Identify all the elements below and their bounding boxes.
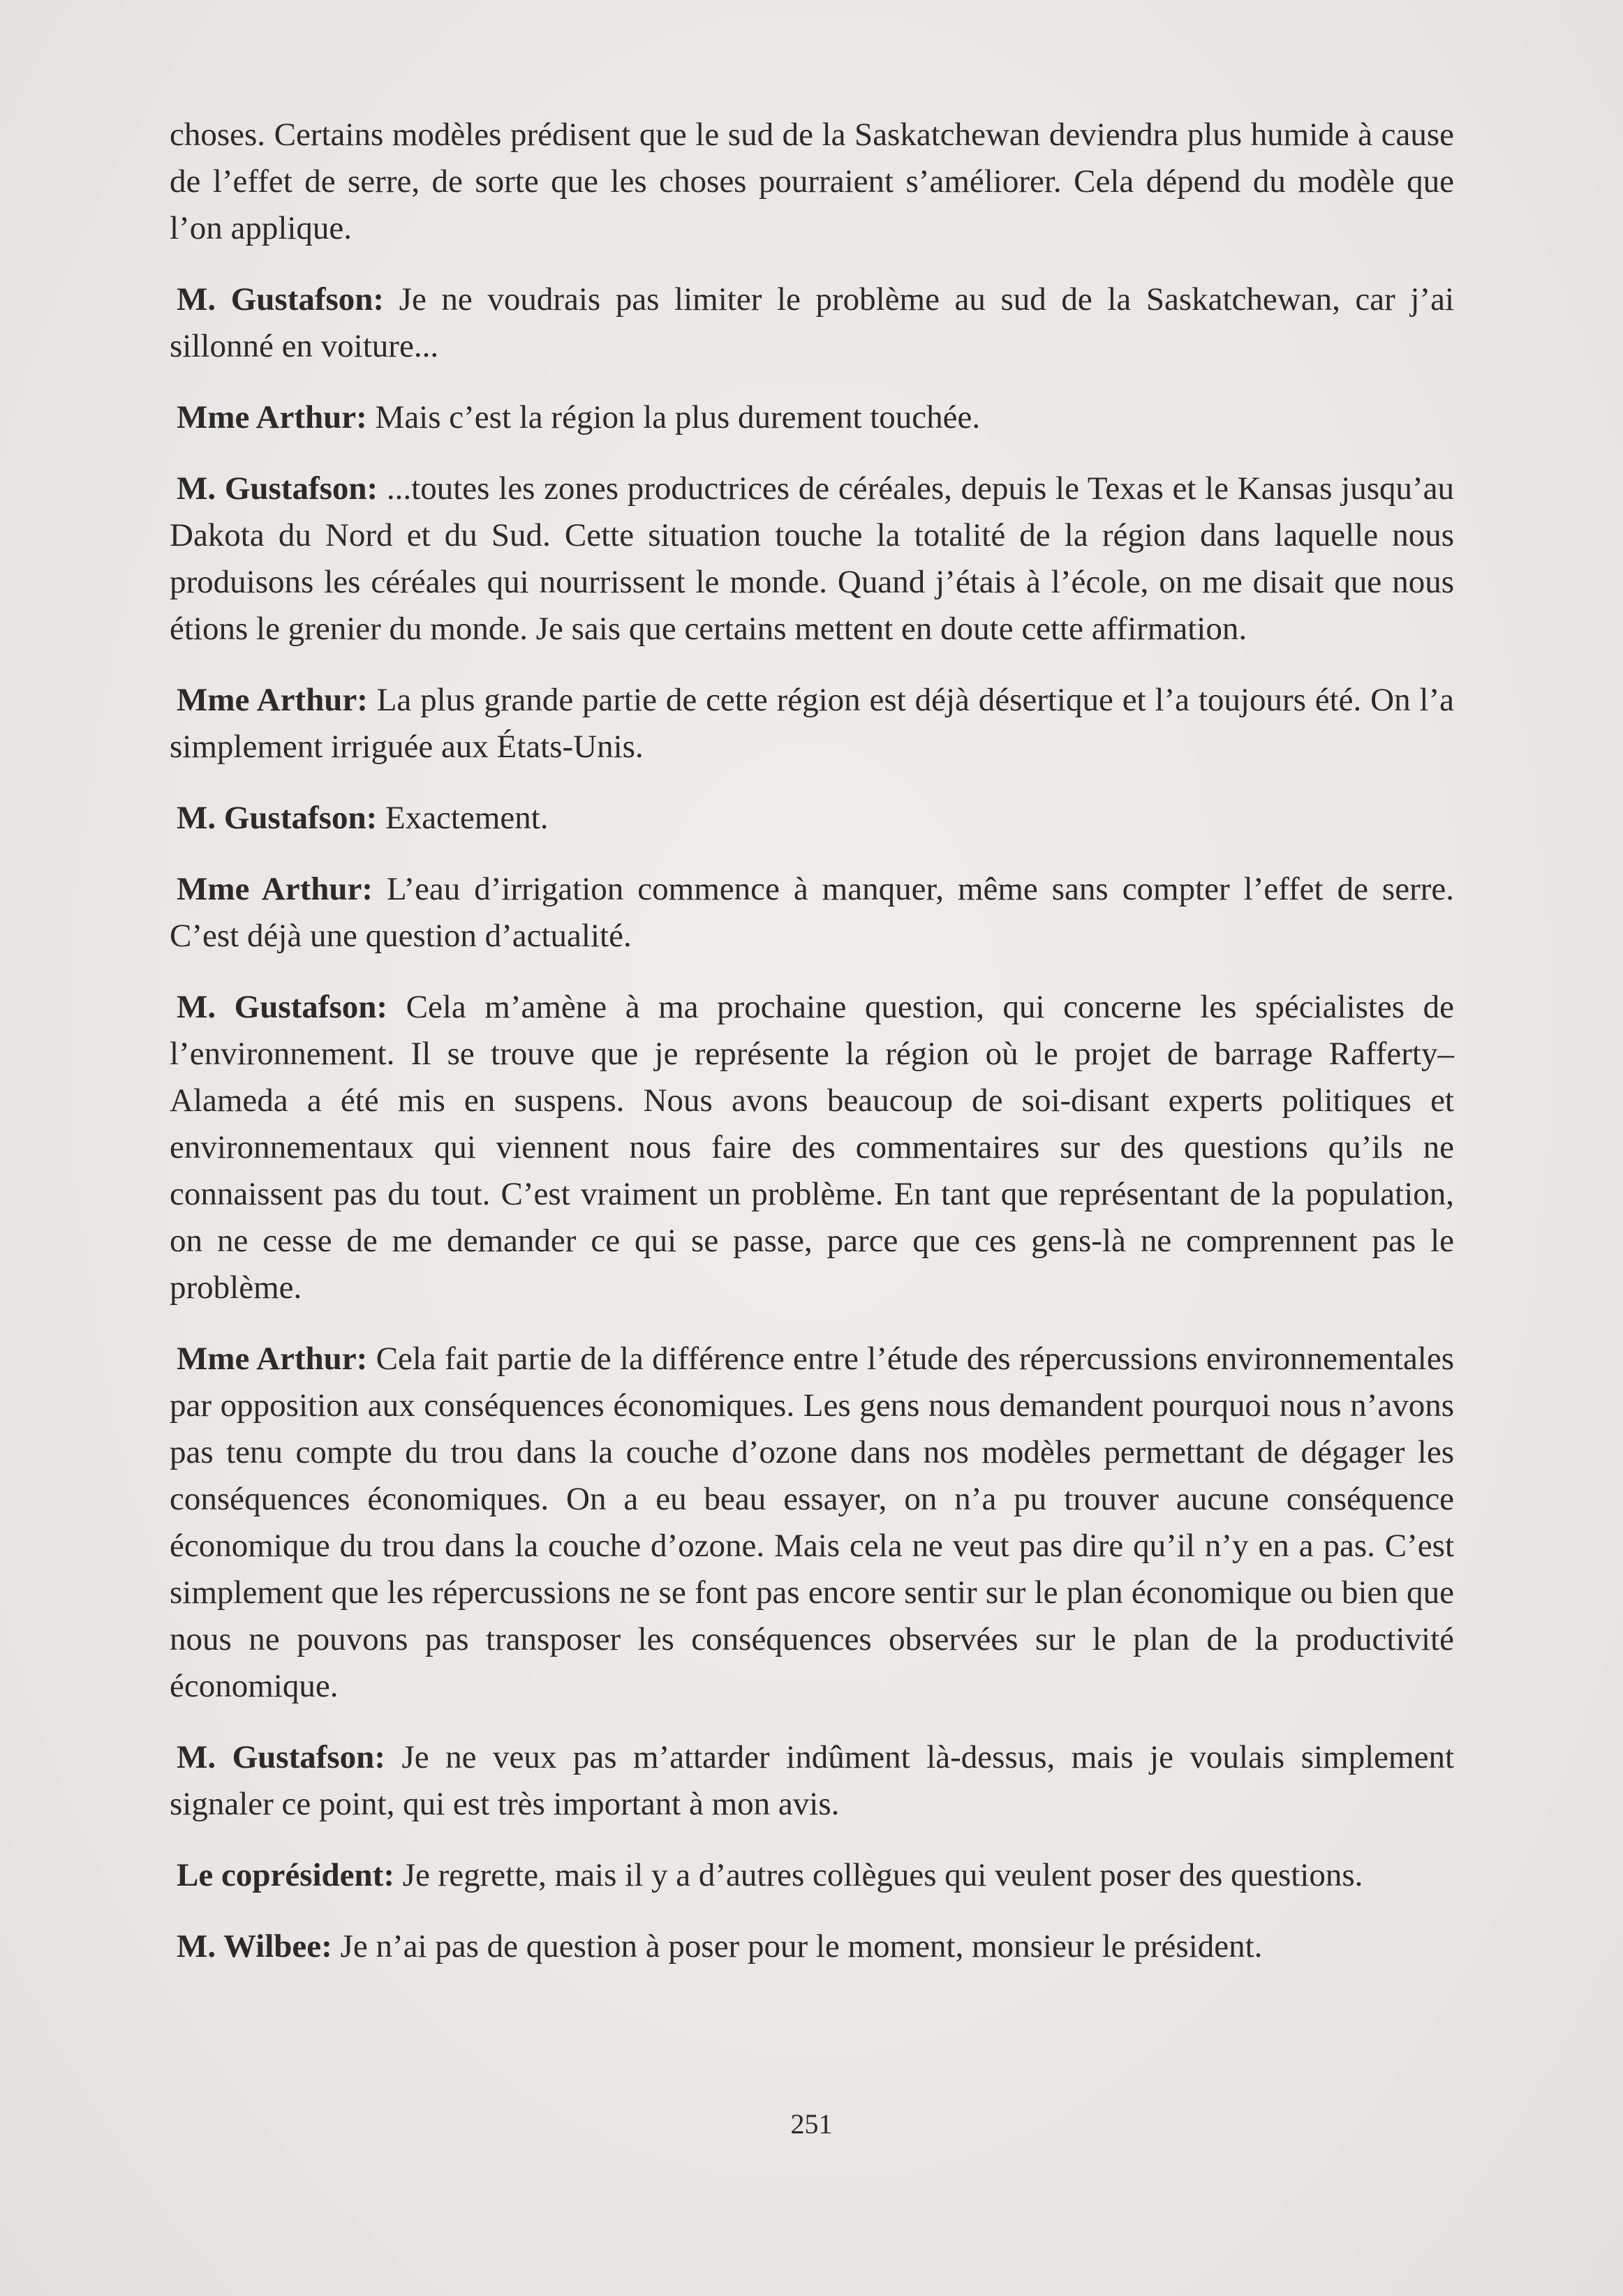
speech-paragraph — [170, 677, 1454, 770]
speech-text: L’eau d’irrigation commence à manquer, même sans compter l’effet de serre. C’est déjà une question d’actualité. — [170, 871, 1454, 954]
speaker-name: M. Wilbee: — [177, 1928, 332, 1965]
speaker-name: Mme Arthur: — [177, 871, 373, 907]
paragraph-text: choses. Certains modèles prédisent que le sud de la Saskatchewan deviendra plus humide à cause de l’effet de serre, de sorte que les choses pourraient s’améliorer. Cela dépend du modèle que l’on applique. — [170, 117, 1454, 246]
transcript-body — [170, 112, 1454, 1995]
speaker-name: M. Gustafson: — [177, 800, 378, 836]
speech-text: Cela m’amène à ma prochaine question, qui concerne les spécialistes de l’environnement. Il se trouve que je représente la région où le projet de barrage Rafferty–Alameda a été mis en suspens. Nous avons beaucoup de soi-disant experts politiques et environnementaux qui viennent nous faire des commentaires sur des questions qu’ils ne connaissent pas du tout. C’est vraiment un problème. En tant que représentant de la population, on ne cesse de me demander ce qui se passe, parce que ces gens-là ne comprennent pas le problème. — [170, 989, 1455, 1306]
speaker-name: Le coprésident: — [177, 1857, 394, 1893]
speech-paragraph — [170, 984, 1454, 1311]
speech-text: La plus grande partie de cette région est déjà désertique et l’a toujours été. On l’a simplement irriguée aux États-Unis. — [170, 682, 1454, 765]
speaker-name: M. Gustafson: — [177, 989, 388, 1025]
page-number: 251 — [790, 2108, 833, 2140]
speech-paragraph — [170, 465, 1454, 653]
speech-text: Je ne voudrais pas limiter le problème au sud de la Saskatchewan, car j’ai sillonné en voiture... — [170, 281, 1455, 364]
speaker-name: Mme Arthur: — [177, 1341, 368, 1377]
speech-paragraph — [170, 1852, 1454, 1899]
speech-paragraph — [170, 276, 1454, 370]
speech-text: Exactement. — [385, 800, 549, 836]
speech-paragraph — [170, 795, 1454, 842]
speech-paragraph — [170, 1734, 1454, 1828]
speech-text: Je ne veux pas m’attarder indûment là-dessus, mais je voulais simplement signaler ce point, qui est très important à mon avis. — [170, 1739, 1454, 1822]
speech-text: Cela fait partie de la différence entre l’étude des répercussions environnementales par opposition aux conséquences économiques. Les gens nous demandent pourquoi nous n’avons pas tenu compte du trou dans la couche d’ozone dans nos modèles permettant de dégager les conséquences économiques. On a eu beau essayer, on n’a pu trouver aucune conséquence économique du trou dans la couche d’ozone. Mais cela ne veut pas dire qu’il n’y en a pas. C’est simplement que les répercussions ne se font pas encore sentir sur le plan économique ou bien que nous ne pouvons pas transposer les conséquences observées sur le plan de la productivité économique. — [170, 1341, 1455, 1704]
speaker-name: M. Gustafson: — [177, 281, 385, 318]
speech-text: Je regrette, mais il y a d’autres collègues qui veulent poser des questions. — [402, 1857, 1363, 1893]
speech-paragraph — [170, 1923, 1454, 1970]
speaker-name: M. Gustafson: — [177, 1739, 385, 1775]
speaker-name: M. Gustafson: — [177, 470, 378, 507]
speech-paragraph — [170, 866, 1454, 960]
speaker-name: Mme Arthur: — [177, 682, 368, 718]
speech-paragraph — [170, 1336, 1454, 1710]
speech-paragraph — [170, 394, 1454, 441]
speech-text: Mais c’est la région la plus durement touchée. — [375, 399, 981, 435]
speech-text: ...toutes les zones productrices de céréales, depuis le Texas et le Kansas jusqu’au Dakota du Nord et du Sud. Cette situation touche la totalité de la région dans laquelle nous produisons les céréales qui nourrissent le monde. Quand j’étais à l’école, on me disait que nous étions le grenier du monde. Je sais que certains mettent en doute cette affirmation. — [170, 470, 1455, 647]
paragraph-continuation — [170, 112, 1454, 252]
speaker-name: Mme Arthur: — [177, 399, 367, 435]
speech-text: Je n’ai pas de question à poser pour le moment, monsieur le président. — [340, 1928, 1263, 1965]
